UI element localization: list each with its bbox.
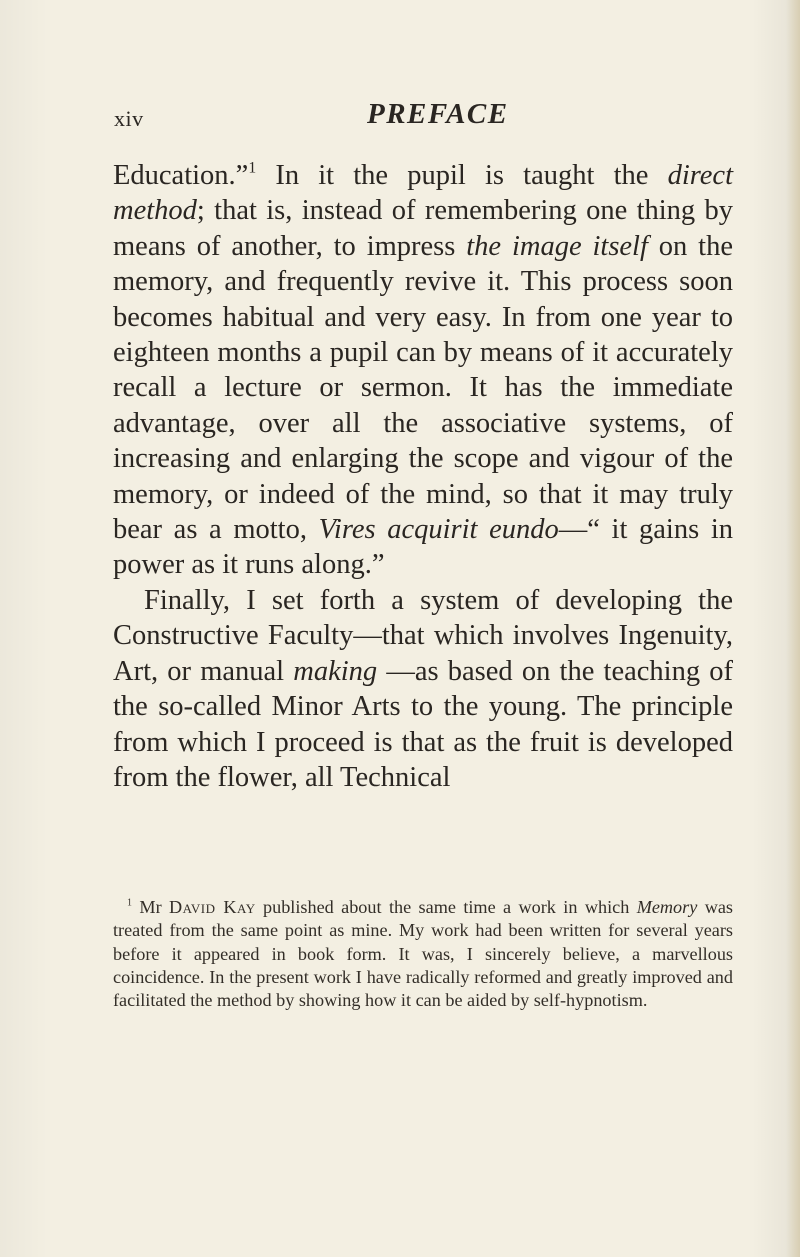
main-text (113, 158, 733, 795)
footnote-marker: 1 (127, 897, 132, 909)
footnote-reference: 1 (248, 159, 257, 177)
footnotes (113, 896, 733, 1012)
text-run: Finally, I set forth a system of developing the Constructive Faculty—that which involves Ingenuity, Art, or manual (113, 584, 733, 687)
text-run: —as based on the teaching of the so-called Minor Arts to the young. The principle from which I proceed is that as the fruit is developed from the flower, all Technical (113, 655, 733, 793)
text-run: Education.” (113, 160, 249, 191)
paragraph-2 (113, 583, 733, 795)
page-edge-shadow (786, 0, 800, 1257)
author-name: David Kay (169, 897, 256, 917)
footnote-1 (113, 896, 733, 1012)
text-run: Mr (132, 897, 170, 917)
emphasis-text: the image itself (466, 230, 648, 262)
text-run: on the memory, and frequently revive it. This process soon becomes habitual and very easy. In from one year to eighteen months a pupil can by means of it accurately recall a lecture or sermon. It has the immediate advantage, over all the associative systems, of increasing and enlarging the scope and vigour of the memory, or indeed of the mind, so that it may truly bear as a motto, (113, 230, 733, 546)
page-header (112, 98, 732, 138)
text-run: published about the same time a work in which (255, 897, 637, 917)
latin-motto: Vires acquirit eundo (318, 514, 559, 546)
text-run: ; that is, instead of remembering one thing by means of another, to impress (113, 195, 733, 262)
paragraph-1 (113, 158, 733, 583)
emphasis-text: direct method (113, 160, 733, 227)
running-title: PREFACE (367, 98, 509, 130)
text-run: In it the pupil is taught the (256, 160, 668, 191)
emphasis-text: making (293, 655, 378, 687)
book-title: Memory (636, 897, 698, 917)
page-number: xiv (114, 106, 144, 131)
text-run: was treated from the same point as mine. My work had been written for several years before it appeared in book form. It was, I sincerely believe, a marvellous coincidence. In the present work I have radically reformed and greatly improved and facilitated the method by showing how it can be aided by self-hypnotism. (113, 897, 733, 1011)
text-run: —“ it gains in power as it runs along.” (113, 514, 733, 581)
